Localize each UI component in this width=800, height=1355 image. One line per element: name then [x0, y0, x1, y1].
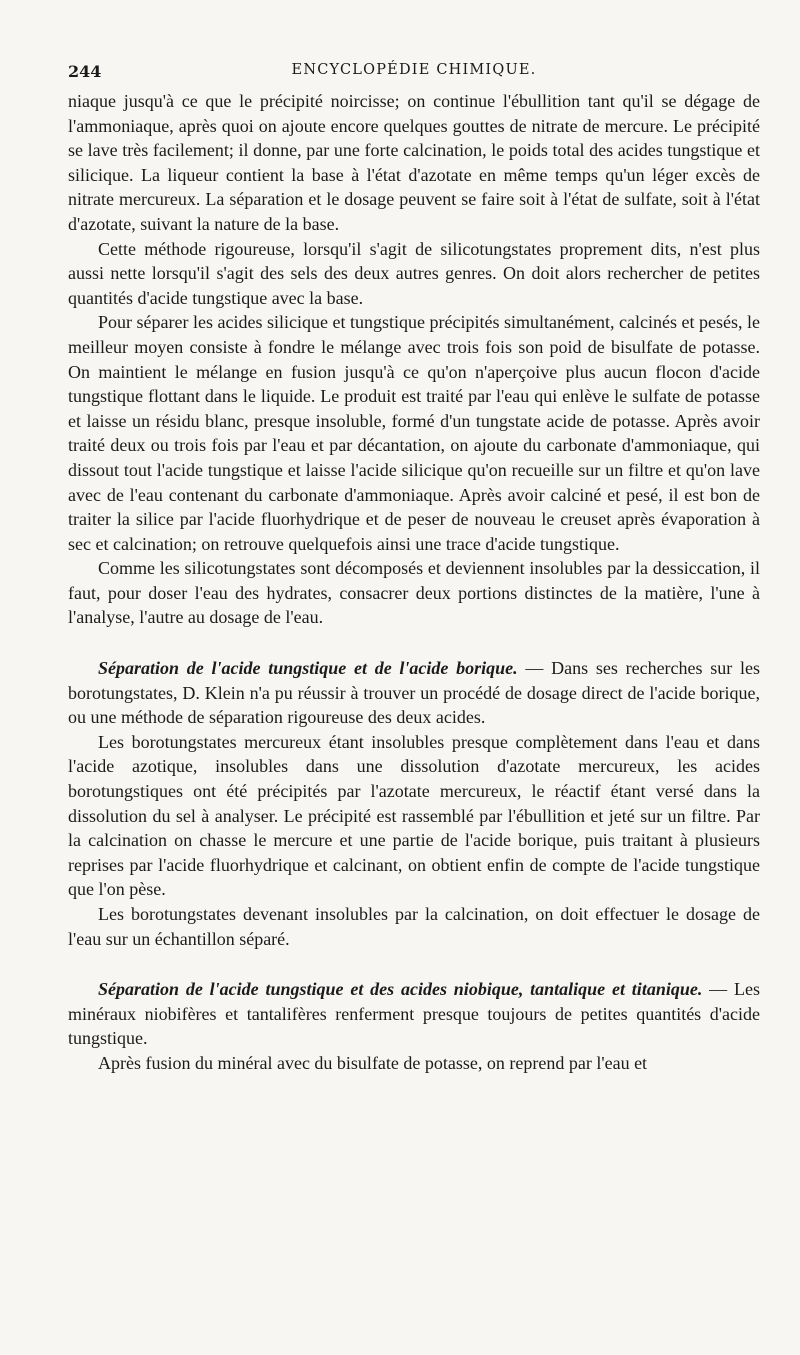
paragraph-continued: niaque jusqu'à ce que le précipité noircisse; on continue l'ébullition tant qu'il se dégage de l'ammoniaque, après quoi on ajoute encore quelques gouttes de nitrate de mercure. Le précipité se lave très facilement; il donne, par une forte calcination, le poids total des acides tungstique et silicique. La liqueur contient la base à l'état d'azotate en même temps qu'un léger excès de nitrate mercureux. La séparation et le dosage peuvent se faire soit à l'état de sulfate, soit à l'état d'azotate, suivant la nature de la base. [68, 91, 760, 234]
section-lead-niobique: — Les minéraux niobifères et tantalifères renferment presque toujours de petites quantités d'acide tungstique. [68, 979, 760, 1049]
page-number: 244 [68, 62, 102, 81]
paragraph: Les borotungstates mercureux étant insolubles presque complètement dans l'eau et dans l'acide azotique, insolubles dans une dissolution d'azotate mercureux, les acides borotungstiques ont été précipités par l'azotate mercureux, le réactif étant versé dans la dissolution du sel à analyser. Le précipité est rassemblé par l'ébullition et jeté sur un filtre. Par la calcination on chasse le mercure et une partie de l'acide borique, puis traitant à plusieurs reprises par l'acide fluorhydrique et calcinant, on obtient enfin de compte de l'acide tungstique que l'on pèse. [68, 731, 760, 900]
paragraph: Cette méthode rigoureuse, lorsqu'il s'agit de silicotungstates proprement dits, n'est plus aussi nette lorsqu'il s'agit des sels des deux autres genres. On doit alors rechercher de petites quantités d'acide tungstique avec la base. [68, 238, 760, 308]
section-paragraph-niobique [68, 977, 760, 1051]
section-title-niobique: Séparation de l'acide tungstique et des acides niobique, tantalique et titanique. [98, 979, 703, 1000]
section-lead-borique: — Dans ses recherches sur les borotungstates, D. Klein n'a pu réussir à trouver un procédé de dosage direct de l'acide borique, ou une méthode de séparation rigoureuse des deux acides. [68, 658, 761, 728]
body-text [68, 89, 760, 1076]
paragraph: Pour séparer les acides silicique et tungstique précipités simultanément, calcinés et pesés, le meilleur moyen consiste à fondre le mélange avec trois fois son poid de bisulfate de potasse. On maintient le mélange en fusion jusqu'à ce qu'on n'aperçoive plus aucun flocon d'acide tungstique flottant dans le liquide. Le produit est traité par l'eau qui enlève le sulfate de potasse et laisse un résidu blanc, presque insoluble, formé d'un tungstate acide de potasse. Après avoir traité deux ou trois fois par l'eau et par décantation, on ajoute du carbonate d'ammoniaque, qui dissout tout l'acide tungstique et laisse l'acide silicique qu'on recueille sur un filtre et qu'on lave avec de l'eau contenant du carbonate d'ammoniaque. Après avoir calciné et pesé, il est bon de traiter la silice par l'acide fluorhydrique et de peser de nouveau le creuset après évaporation à sec et calcination; on retrouve quelquefois ainsi une trace d'acide tungstique. [68, 312, 760, 554]
paragraph: Les borotungstates devenant insolubles par la calcination, on doit effectuer le dosage de l'eau sur un échantillon séparé. [68, 904, 760, 949]
section-paragraph-borique [68, 656, 760, 730]
running-title: ENCYCLOPÉDIE CHIMIQUE. [291, 62, 537, 78]
running-head [68, 62, 760, 84]
section-title-borique: Séparation de l'acide tungstique et de l'acide borique. [98, 658, 518, 679]
paragraph: Après fusion du minéral avec du bisulfate de potasse, on reprend par l'eau et [98, 1052, 648, 1073]
paragraph: Comme les silicotungstates sont décomposés et deviennent insolubles par la dessiccation, il faut, pour doser l'eau des hydrates, consacrer deux portions distinctes de la matière, l'une à l'analyse, l'autre au dosage de l'eau. [68, 558, 760, 628]
